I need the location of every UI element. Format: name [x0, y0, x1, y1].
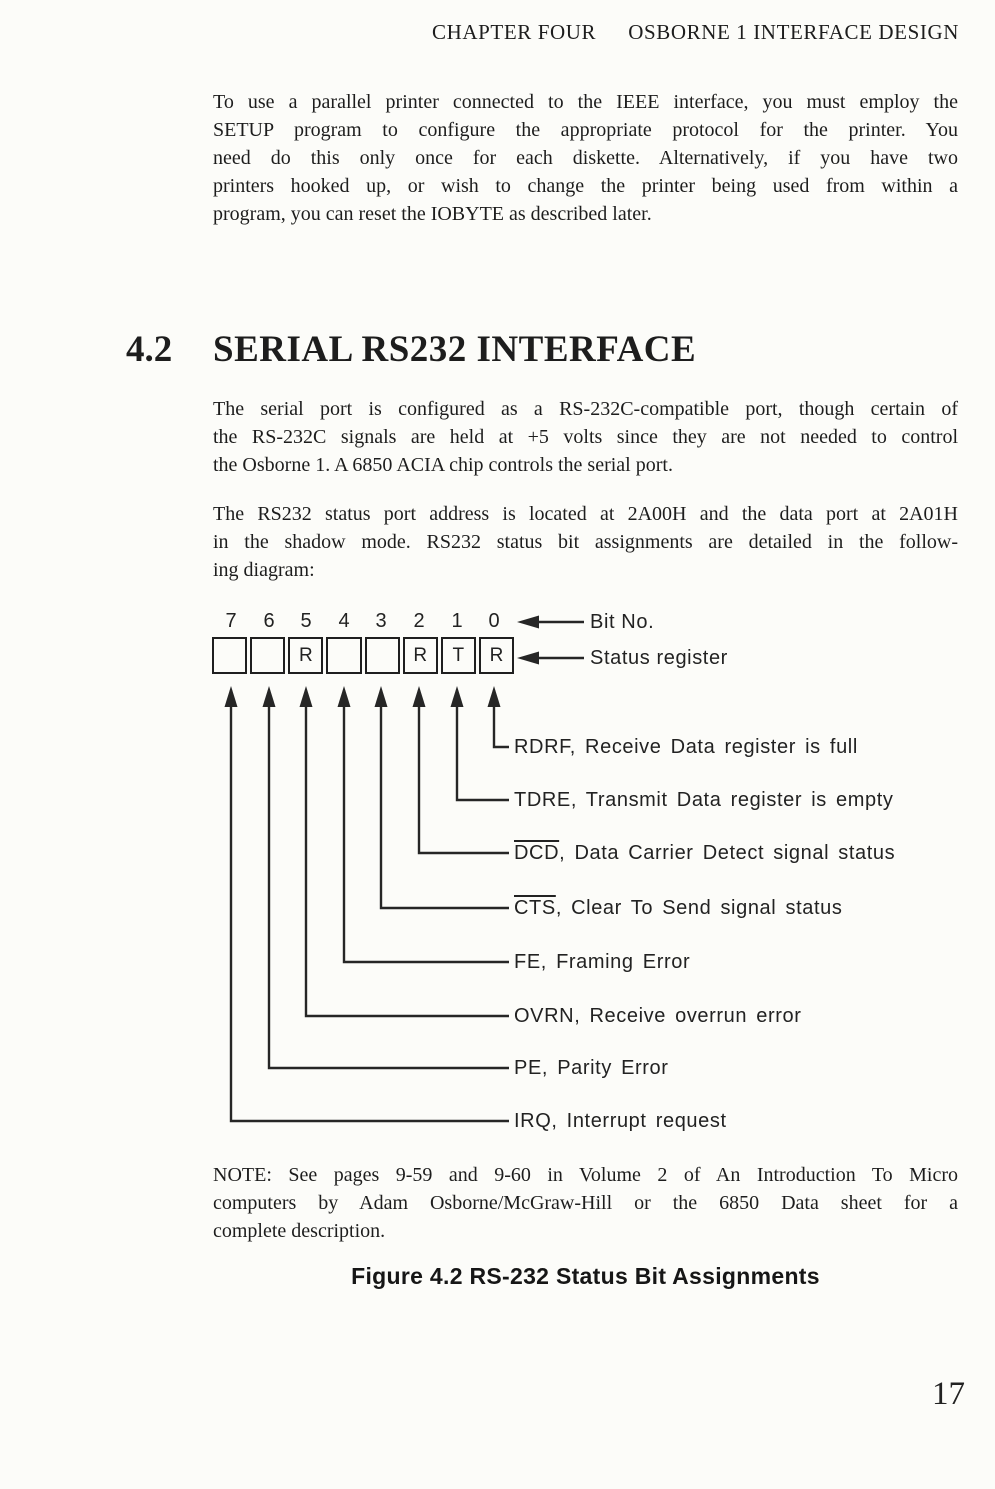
register-cell [403, 637, 438, 674]
bit-number: 2 [413, 610, 425, 632]
bit-description-label [514, 1057, 669, 1079]
text-line: NOTE: See pages 9-59 and 9-60 in Volume 2 of An Introduction To Micro [213, 1164, 958, 1186]
bit-description-label [514, 736, 858, 758]
book-title: OSBORNE 1 INTERFACE DESIGN [628, 20, 959, 44]
status-register-row [212, 637, 514, 674]
register-cell [250, 637, 285, 674]
text-line: computers by Adam Osborne/McGraw-Hill or the 6850 Data sheet for a [213, 1192, 958, 1214]
register-cell-letter: R [413, 644, 428, 666]
text-line: complete description. [213, 1220, 386, 1242]
bit-number: 0 [488, 610, 500, 632]
bit-desc-text: , Receive overrun error [574, 1005, 802, 1027]
text-line: program, you can reset the IOBYTE as described later. [213, 203, 652, 225]
connector-line [381, 703, 509, 908]
running-header [0, 20, 995, 46]
bit-abbr: IRQ [514, 1110, 552, 1132]
bit-description-label [514, 1110, 727, 1132]
page-number: 17 [932, 1376, 965, 1412]
bit-number: 4 [338, 610, 350, 632]
note-paragraph [213, 1161, 958, 1245]
bit-description-label [514, 951, 690, 973]
bit-desc-text: , Framing Error [540, 951, 691, 973]
text-line: need do this only once for each diskette. Alternatively, if you have two [213, 147, 958, 169]
bit-desc-text: , Clear To Send signal status [555, 897, 843, 919]
register-cell-letter: R [489, 644, 504, 666]
bit-desc-text: , Data Carrier Detect signal status [559, 842, 896, 864]
left-arrow-icon [517, 616, 539, 629]
bit-desc-text: , Parity Error [541, 1057, 669, 1079]
bit-abbr: OVRN [514, 1005, 575, 1027]
register-cell [326, 637, 361, 674]
register-cell-letter: R [298, 644, 313, 666]
text-line: the Osborne 1. A 6850 ACIA chip controls the serial port. [213, 454, 673, 476]
connector-line [344, 703, 509, 962]
bit-description-label [514, 842, 895, 864]
text-line: ing diagram: [213, 559, 315, 581]
bit-number: 5 [300, 610, 312, 632]
bit-abbr: FE [514, 951, 541, 973]
bit-description-label [514, 897, 842, 919]
bit-abbr: $\overline{CTS}$ [514, 897, 556, 919]
status-register-label: Status register [590, 647, 728, 669]
bit-desc-text: , Transmit Data register is empty [570, 789, 894, 811]
serial-port-paragraph [213, 395, 958, 479]
connector-line [231, 703, 509, 1121]
text-line: The serial port is configured as a RS-232C-compatible port, though certain of [213, 398, 958, 420]
connector-line [494, 703, 509, 747]
text-line: The RS232 status port address is located at 2A00H and the data port at 2A01H [213, 503, 958, 525]
section-number: 4.2 [126, 329, 173, 370]
register-cell [441, 637, 476, 674]
bit-no-label: Bit No. [590, 611, 655, 633]
left-arrow-icon [517, 652, 539, 665]
bit-desc-text: , Interrupt request [551, 1110, 727, 1132]
register-cell [479, 637, 514, 674]
connector-line [306, 703, 509, 1016]
text-line: printers hooked up, or wish to change the printer being used from within a [213, 175, 958, 197]
register-cell-letter: T [452, 644, 465, 666]
bit-number: 6 [263, 610, 275, 632]
register-cell [288, 637, 323, 674]
bit-abbr: $\overline{DCD}$ [514, 842, 560, 864]
register-cell [365, 637, 400, 674]
text-line: To use a parallel printer connected to the IEEE interface, you must employ the [213, 91, 958, 113]
chapter-title: CHAPTER FOUR [432, 20, 597, 44]
bit-abbr: RDRF [514, 736, 570, 758]
text-line: SETUP program to configure the appropriate protocol for the printer. You [213, 119, 958, 141]
figure-caption: Figure 4.2 RS-232 Status Bit Assignments [351, 1263, 820, 1289]
bit-number: 3 [375, 610, 387, 632]
register-cell [212, 637, 247, 674]
bit-number: 7 [225, 610, 237, 632]
status-port-paragraph [213, 500, 958, 584]
text-line: in the shadow mode. RS232 status bit assignments are detailed in the follow- [213, 531, 958, 553]
bit-abbr: TDRE [514, 789, 571, 811]
section-title: SERIAL RS232 INTERFACE [213, 329, 697, 370]
diagram-lines-svg [0, 600, 995, 1160]
bit-abbr: PE [514, 1057, 542, 1079]
connector-line [457, 703, 509, 800]
bit-desc-text: , Receive Data register is full [569, 736, 858, 758]
bit-description-label [514, 789, 894, 811]
bit-number: 1 [451, 610, 463, 632]
intro-paragraph [213, 88, 958, 228]
text-line: the RS-232C signals are held at +5 volts since they are not needed to control [213, 426, 958, 448]
bit-description-label [514, 1005, 802, 1027]
connector-line [419, 703, 509, 853]
status-bit-diagram [0, 600, 995, 1160]
